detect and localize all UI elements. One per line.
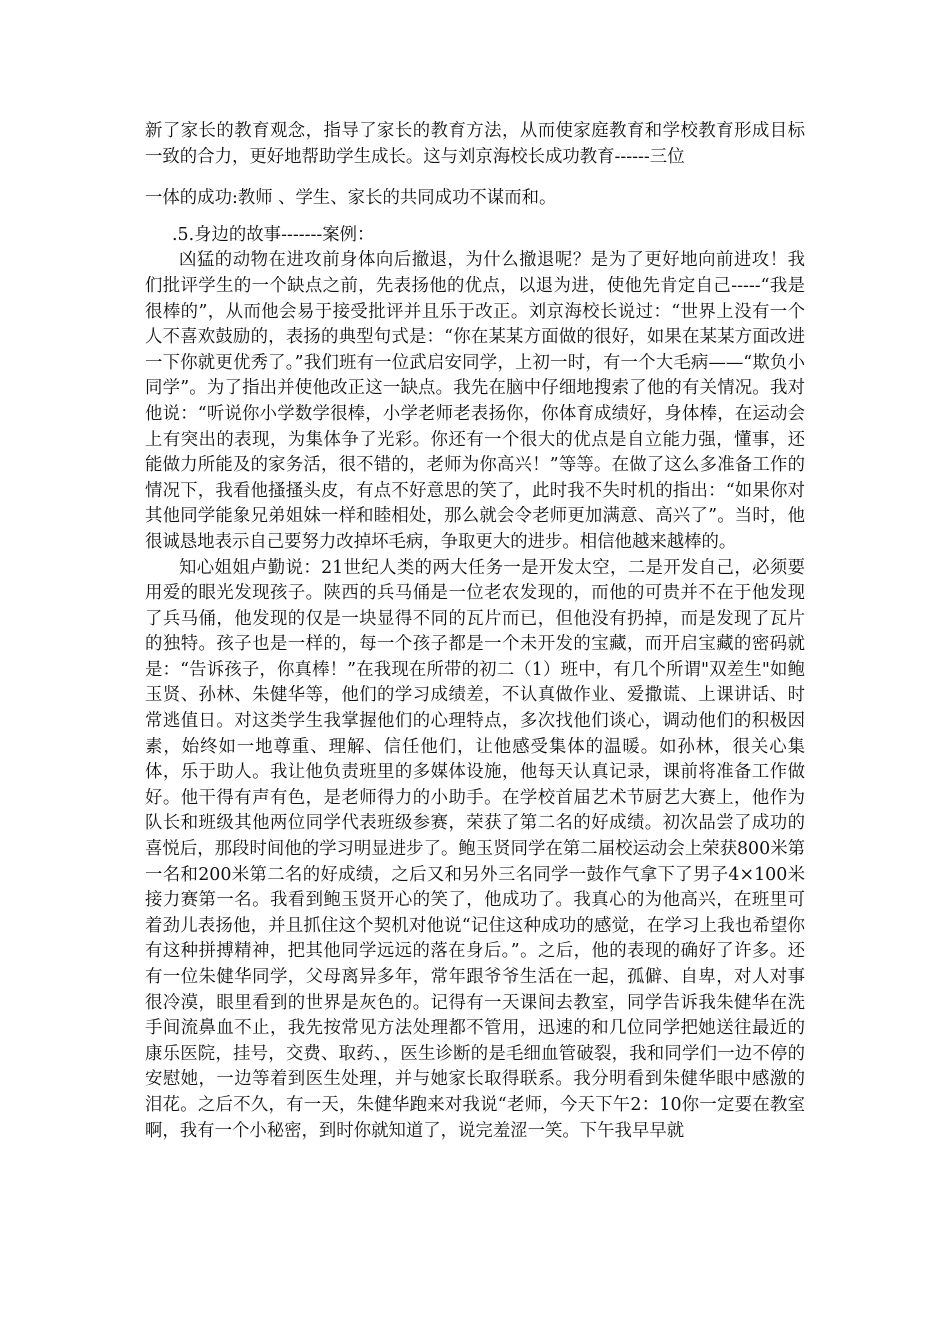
paragraph-intro-2: 一体的成功:教师 、学生、家长的共同成功不谋而和。 [145,188,557,209]
section-heading: .5.身边的故事-------案例： [172,224,375,245]
document-page [145,119,805,1144]
paragraph-story-1: 凶猛的动物在进攻前身体向后撤退，为什么撤退呢？是为了更好地向前进攻！我们批评学生的一个缺点之前，先表扬他的优点，以退为进，使他先肯定自己-----“我是很棒的”，从而他会易于接受批评并且乐于改正。刘京海校长说过：“世界上没有一个人不喜欢鼓励的，表扬的典型句式是：“你在某某方面做的很好，如果在某某方面改进一下你就更优秀了。”我们班有一位武启安同学，上初一时，有一个大毛病——“欺负小同学”。为了指出并使他改正这一缺点。我先在脑中仔细地搜索了他的有关情况。我对他说：“听说你小学数学很棒，小学老师老表扬你，你体育成绩好，身体棒，在运动会上有突出的表现，为集体争了光彩。你还有一个很大的优点是自立能力强，懂事，还能做力所能及的家务活，很不错的，老师为你高兴！”等等。在做了这么多准备工作的情况下，我看他搔搔头皮，有点不好意思的笑了，此时我不失时机的指出：“如果你对其他同学能象兄弟姐妹一样和睦相处，那么就会令老师更加满意、高兴了”。当时，他很诚恳地表示自己要努力改掉坏毛病，争取更大的进步。相信他越来越棒的。 [145,250,805,552]
paragraph-story-2: 知心姐姐卢勤说：21世纪人类的两大任务一是开发太空，二是开发自己，必须要用爱的眼光发现孩子。陕西的兵马俑是一位老农发现的，而他的可贵并不在于他发现了兵马俑，他发现的仅是一块显得不同的瓦片而已，但他没有扔掉，而是发现了瓦片的独特。孩子也是一样的，每一个孩子都是一个未开发的宝藏，而开启宝藏的密码就是：“告诉孩子，你真棒！”在我现在所带的初二（1）班中，有几个所谓"双差生"如鲍玉贤、孙林、朱健华等，他们的学习成绩差，不认真做作业、爱撒谎、上课讲话、时常逃值日。对这类学生我掌握他们的心理特点，多次找他们谈心，调动他们的积极因素，始终如一地尊重、理解、信任他们，让他感受集体的温暖。如孙林，很关心集体，乐于助人。我让他负责班里的多媒体设施，他每天认真记录，课前将准备工作做好。他干得有声有色，是老师得力的小助手。在学校首届艺术节厨艺大赛上，他作为队长和班级其他两位同学代表班级参赛，荣获了第二名的好成绩。初次品尝了成功的喜悦后，那段时间他的学习明显进步了。鲍玉贤同学在第二届校运动会上荣获800米第一名和200米第二名的好成绩，之后又和另外三名同学一鼓作气拿下了男子4×100米接力赛第一名。我看到鲍玉贤开心的笑了，他成功了。我真心的为他高兴，在班里可着劲儿表扬他，并且抓住这个契机对他说“记住这种成功的感觉，在学习上我也希望你有这种拼搏精神，把其他同学远远的落在身后。”。之后，他的表现的确好了许多。还有一位朱健华同学，父母离异多年，常年跟爷爷生活在一起，孤僻、自卑，对人对事很冷漠，眼里看到的世界是灰色的。记得有一天课间去教室，同学告诉我朱健华在洗手间流鼻血不止，我先按常见方法处理都不管用，迅速的和几位同学把她送往最近的康乐医院，挂号，交费、取药、，医生诊断的是毛细血管破裂，我和同学们一边不停的安慰她，一边等着到医生处理，并与她家长取得联系。我分明看到朱健华眼中感激的泪花。之后不久，有一天，朱健华跑来对我说“老师，今天下午2：10你一定要在教室啊，我有一个小秘密，到时你就知道了，说完羞涩一笑。下午我早早就 [145,557,805,1141]
paragraph-intro-1: 新了家长的教育观念，指导了家长的教育方法，从而使家庭教育和学校教育形成目标一致的合力，更好地帮助学生成长。这与刘京海校长成功教育------三位 [145,121,805,167]
